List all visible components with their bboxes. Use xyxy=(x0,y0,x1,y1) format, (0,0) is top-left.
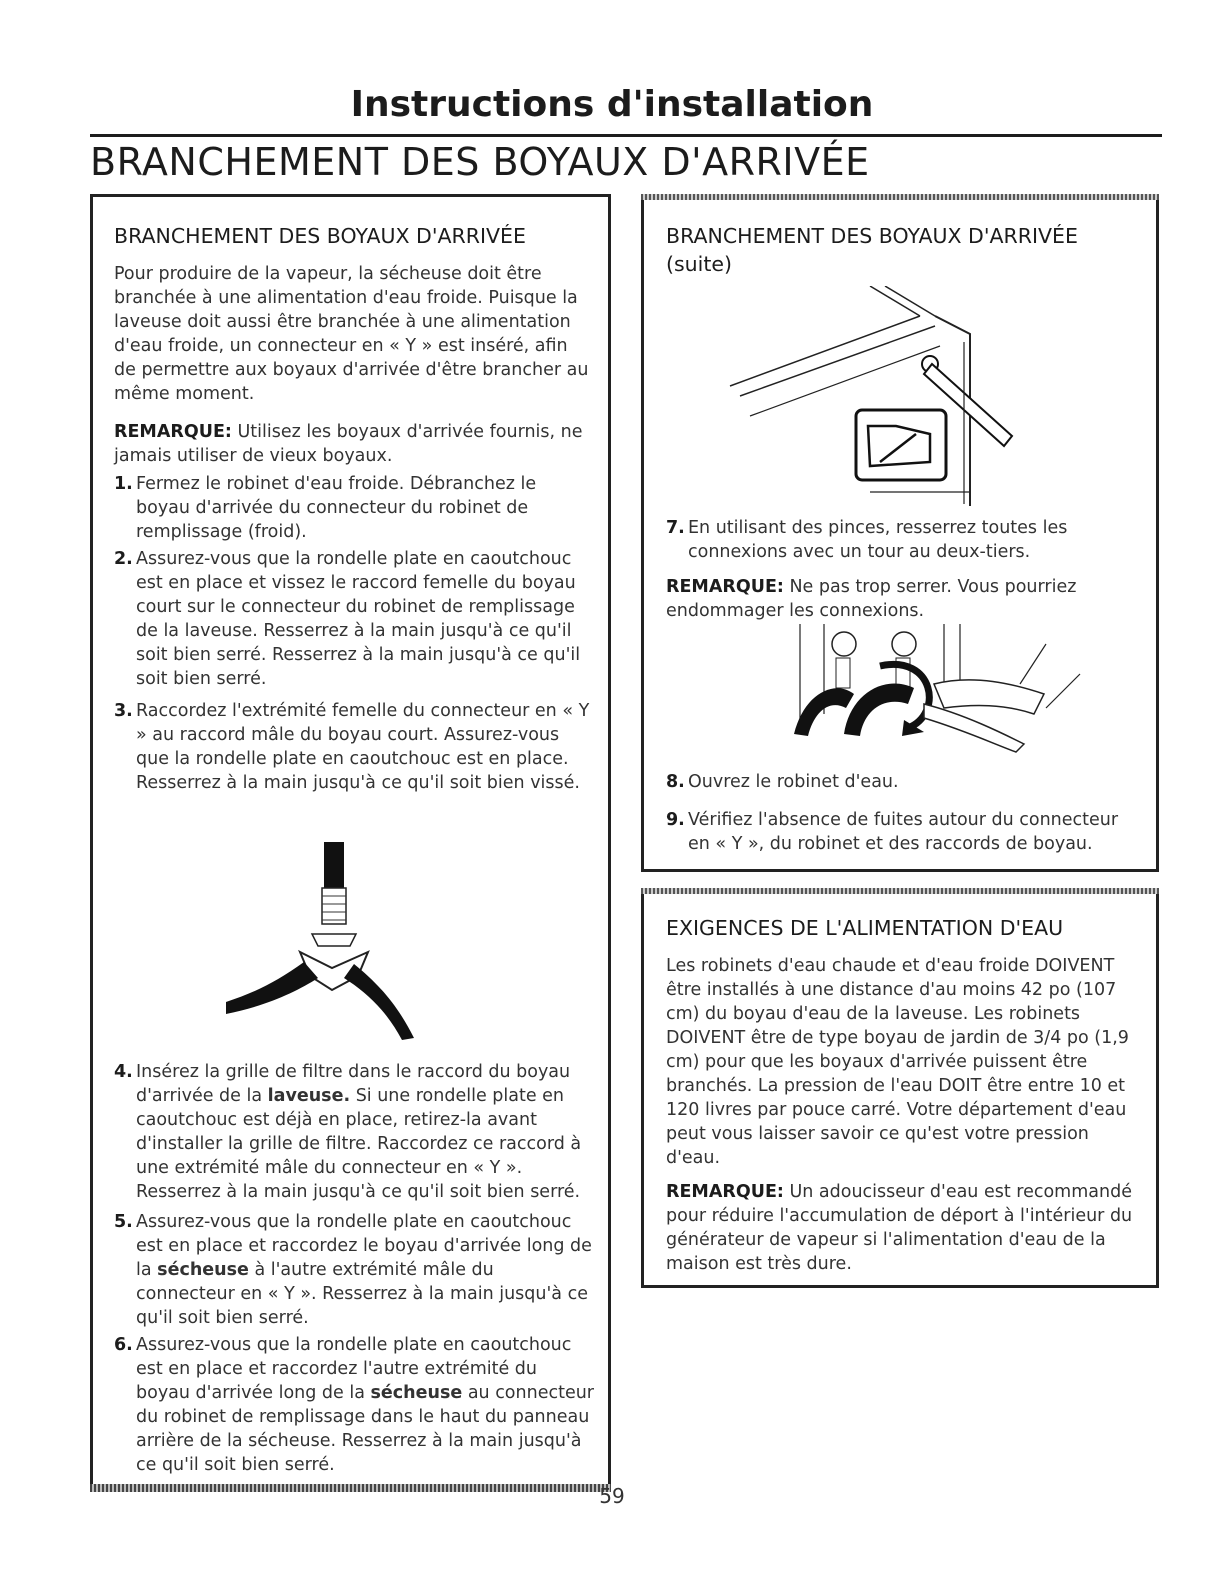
step-text: Assurez-vous que la rondelle plate en caoutchouc est en place et raccordez le boyau d'arrivée long de la sécheuse à l'autre extrémité mâle du connecteur en « Y ». Resserrez à la main jusqu'à ce qu'il soit bien serré. xyxy=(136,1212,592,1328)
step-text: Assurez-vous que la rondelle plate en caoutchouc est en place et vissez le raccord femelle du boyau court sur le connecteur du robinet de remplissage de la laveuse. Resserrez à la main jusqu'à ce qu'il soit bien serré. Resserrez à la main jusqu'à ce qu'il soit bien serré. xyxy=(136,549,581,689)
step-1 xyxy=(114,472,592,544)
note-text: Ne pas trop serrer. Vous pourriez endommager les connexions. xyxy=(666,577,1077,621)
water-supply-body: Les robinets d'eau chaude et d'eau froide DOIVENT être installés à une distance d'au moins 42 po (107 cm) du boyau d'eau de la laveuse. Les robinets DOIVENT être de type boyau de jardin de 3/4 po (1,9 cm) pour que les boyaux d'arrivée puissent être branchés. La pression de l'eau DOIT être entre 10 et 120 livres par pouce carré. Votre département d'eau peut vous laisser savoir ce qu'est votre pression d'eau. xyxy=(666,956,1129,1168)
step-number: 5. xyxy=(114,1212,133,1232)
step-text: Vérifiez l'absence de fuites autour du connecteur en « Y », du robinet et des raccords de boyau. xyxy=(688,810,1119,854)
step-text: Ouvrez le robinet d'eau. xyxy=(688,772,899,792)
step-number: 7. xyxy=(666,518,685,538)
step-number: 1. xyxy=(114,474,133,494)
step-6 xyxy=(114,1333,596,1477)
pliers-illustration xyxy=(784,624,1084,760)
step-text: Fermez le robinet d'eau froide. Débranchez le boyau d'arrivée du connecteur du robinet de remplissage (froid). xyxy=(136,474,537,542)
note-label: REMARQUE: xyxy=(114,422,232,442)
note-label: REMARQUE: xyxy=(666,577,784,597)
page-header-title: Instructions d'installation xyxy=(350,84,874,125)
dryer-connection-illustration xyxy=(720,286,1020,510)
step-3 xyxy=(114,699,592,795)
step-text: Assurez-vous que la rondelle plate en caoutchouc est en place et raccordez l'autre extrémité du boyau d'arrivée long de la sécheuse au connecteur du robinet de remplissage dans le haut du panneau arrière de la sécheuse. Resserrez à la main jusqu'à ce qu'il soit bien serré. xyxy=(136,1335,595,1475)
step-4 xyxy=(114,1060,596,1204)
step-8 xyxy=(666,770,1144,794)
left-intro-paragraph: Pour produire de la vapeur, la sécheuse doit être branchée à une alimentation d'eau froide. Puisque la laveuse doit aussi être branchée à une alimentation d'eau froide, un connecteur en « Y » est inséré, afin de permettre aux boyaux d'arrivée d'être brancher au même moment. xyxy=(114,264,589,404)
page-number: 59 xyxy=(599,1484,625,1508)
step-text: En utilisant des pinces, resserrez toutes les connexions avec un tour au deux-tiers. xyxy=(688,518,1068,562)
header-divider xyxy=(90,134,1162,137)
water-supply-box-shade xyxy=(641,888,1159,894)
note-label: REMARQUE: xyxy=(666,1182,784,1202)
left-note xyxy=(114,420,596,468)
step-9 xyxy=(666,808,1144,856)
step-5 xyxy=(114,1210,596,1330)
step-number: 3. xyxy=(114,701,133,721)
note-text: Utilisez les boyaux d'arrivée fournis, ne jamais utiliser de vieux boyaux. xyxy=(114,422,583,466)
step-2 xyxy=(114,547,592,691)
step-number: 4. xyxy=(114,1062,133,1082)
y-connector-illustration xyxy=(226,842,426,1042)
step-7 xyxy=(666,516,1144,564)
step-text: Raccordez l'extrémité femelle du connecteur en « Y » au raccord mâle du boyau court. Assurez-vous que la rondelle plate en caoutchouc est en place. Resserrez à la main jusqu'à ce qu'il soit bien vissé. xyxy=(136,701,590,793)
left-box-heading: BRANCHEMENT DES BOYAUX D'ARRIVÉE xyxy=(114,224,526,248)
step-number: 9. xyxy=(666,810,685,830)
section-title: BRANCHEMENT DES BOYAUX D'ARRIVÉE xyxy=(90,140,870,184)
step-text: Insérez la grille de filtre dans le raccord du boyau d'arrivée de la laveuse. Si une rondelle plate en caoutchouc est déjà en place, retirez-la avant d'installer la grille de filtre. Raccordez ce raccord à une extrémité mâle du connecteur en « Y ». Resserrez à la main jusqu'à ce qu'il soit bien serré. xyxy=(136,1062,582,1202)
right-top-box-shade xyxy=(641,194,1159,200)
step-number: 6. xyxy=(114,1335,133,1355)
water-supply-heading: EXIGENCES DE L'ALIMENTATION D'EAU xyxy=(666,916,1064,940)
step-number: 2. xyxy=(114,549,133,569)
right-top-note xyxy=(666,575,1144,623)
right-top-box-heading: BRANCHEMENT DES BOYAUX D'ARRIVÉE (suite) xyxy=(666,224,1078,276)
step-number: 8. xyxy=(666,772,685,792)
note-text: Un adoucisseur d'eau est recommandé pour réduire l'accumulation de déport à l'intérieur du générateur de vapeur si l'alimentation d'eau de la maison est très dure. xyxy=(666,1182,1133,1274)
water-supply-note xyxy=(666,1180,1144,1276)
